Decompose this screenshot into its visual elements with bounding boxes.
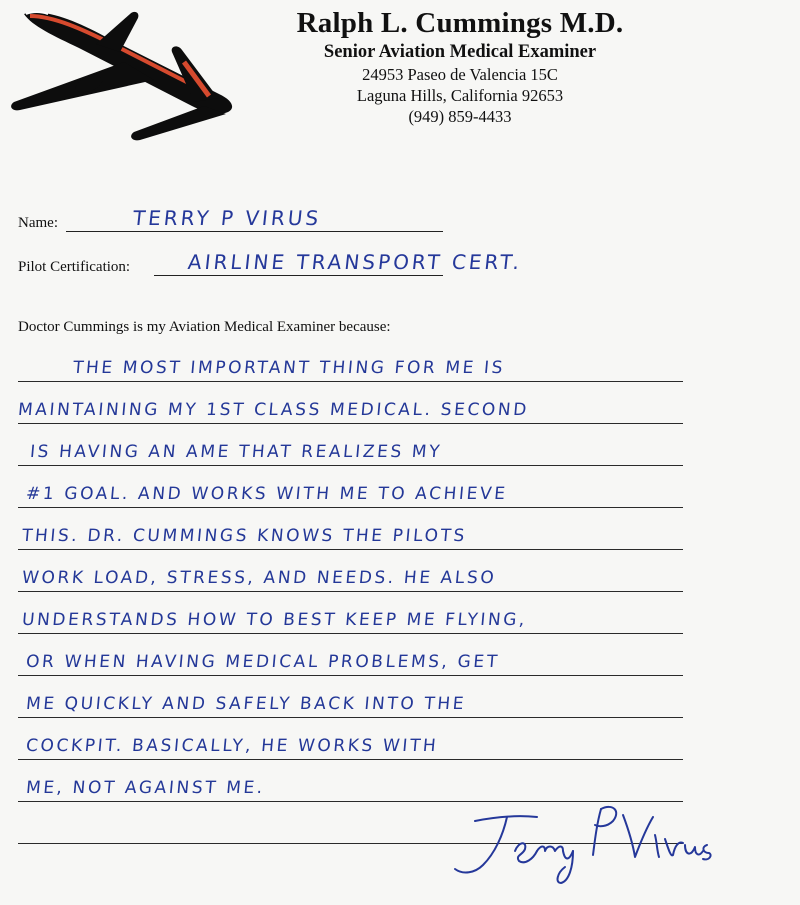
name-field [18, 202, 443, 232]
doctor-name: Ralph L. Cummings M.D. [296, 7, 624, 39]
statement-line: IS HAVING AN AME THAT REALIZES MY [18, 424, 683, 466]
certification-underline [154, 275, 443, 276]
pilot-certification-value: AIRLINE TRANSPORT CERT. [186, 250, 524, 274]
signature [445, 795, 715, 885]
statement-line: THE MOST IMPORTANT THING FOR ME IS [18, 340, 683, 382]
statement-line: WORK LOAD, STRESS, AND NEEDS. HE ALSO [18, 550, 683, 592]
pilot-certification-label: Pilot Certification: [18, 259, 131, 275]
statement-line: THIS. DR. CUMMINGS KNOWS THE PILOTS [18, 508, 683, 550]
name-label: Name: [18, 215, 58, 231]
statement-line: MAINTAINING MY 1ST CLASS MEDICAL. SECOND [18, 382, 683, 424]
reason-prompt: Doctor Cummings is my Aviation Medical Examiner because: [18, 319, 391, 335]
statement-line: UNDERSTANDS HOW TO BEST KEEP ME FLYING, [18, 592, 683, 634]
letterhead [0, 0, 800, 150]
phone-number: (949) 859-4433 [408, 107, 512, 126]
name-underline [66, 231, 443, 232]
statement-line: OR WHEN HAVING MEDICAL PROBLEMS, GET [18, 634, 683, 676]
doctor-title: Senior Aviation Medical Examiner [323, 42, 597, 62]
handwritten-statement [18, 340, 683, 850]
address-line-1: 24953 Paseo de Valencia 15C [362, 65, 558, 84]
name-value: TERRY P VIRUS [131, 206, 323, 230]
pilot-certification-field [18, 246, 524, 276]
statement-line: COCKPIT. BASICALLY, HE WORKS WITH [18, 718, 683, 760]
statement-line: ME, NOT AGAINST ME. [18, 760, 683, 802]
statement-line: ME QUICKLY AND SAFELY BACK INTO THE [18, 676, 683, 718]
address-line-2: Laguna Hills, California 92653 [356, 86, 564, 105]
statement-line: #1 GOAL. AND WORKS WITH ME TO ACHIEVE [18, 466, 683, 508]
